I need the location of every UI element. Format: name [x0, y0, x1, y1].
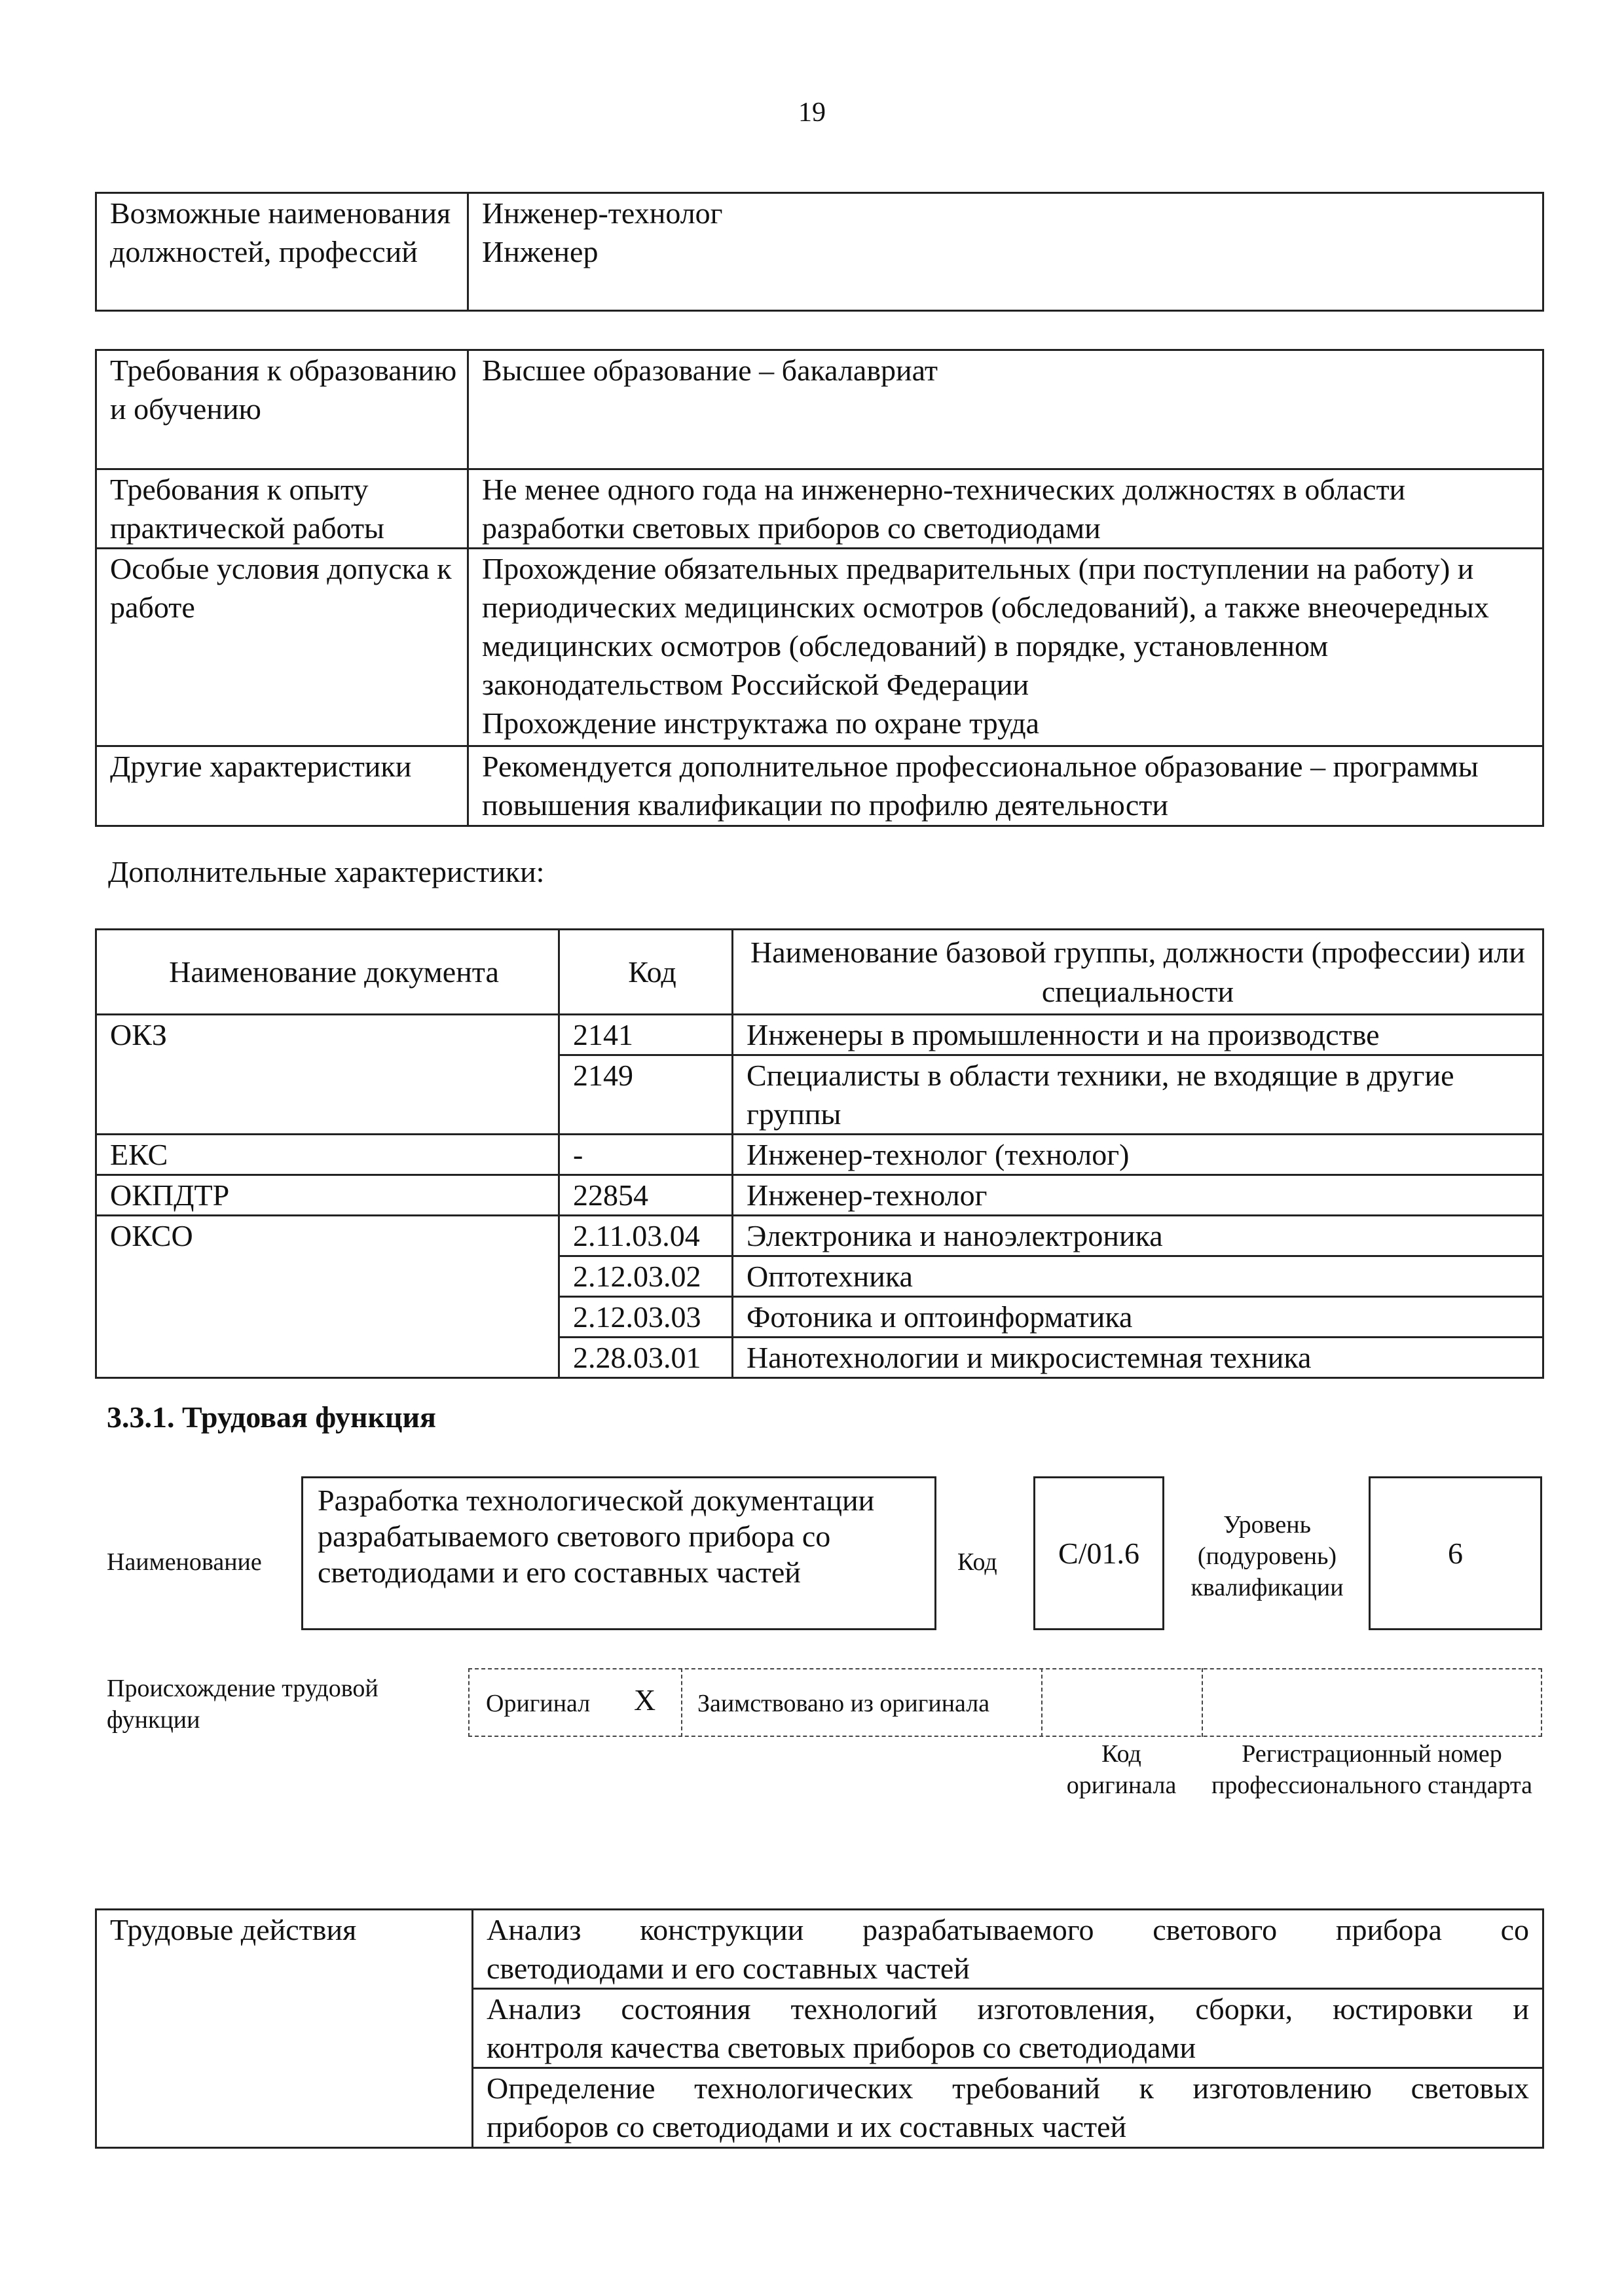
actions-label: Трудовые действия	[96, 1910, 473, 2148]
extra-characteristics-title: Дополнительные характеристики:	[108, 855, 545, 888]
origin-divider	[681, 1668, 682, 1737]
action-line: светодиодами и его составных частей	[487, 1952, 970, 1985]
header-group-name: Наименование базовой группы, должности (профессии) или специальности	[733, 930, 1543, 1015]
function-code-value: С/01.6	[1058, 1537, 1139, 1570]
name-cell: Инженер-технолог (технолог)	[733, 1135, 1543, 1175]
table-row	[96, 549, 1543, 746]
action-line: Определение технологических требований к изготовлению световых	[487, 2071, 1529, 2105]
action-item	[473, 1910, 1543, 1989]
function-code-box	[1033, 1476, 1164, 1630]
table-row	[96, 1135, 1543, 1175]
function-name-value: Разработка технологической документации разрабатываемого светового прибора со светодиодами и его составных частей	[318, 1484, 875, 1589]
origin-divider	[1041, 1668, 1043, 1737]
table-row	[96, 1175, 1543, 1216]
header-code: Код	[559, 930, 733, 1015]
requirement-paragraph: Прохождение инструктажа по охране труда	[482, 706, 1040, 740]
requirement-value: Не менее одного года на инженерно-технических должностях в области разработки световых приборов со светодиодами	[468, 469, 1543, 549]
page-number: 19	[798, 98, 826, 128]
code-cell: 2149	[559, 1055, 733, 1135]
table-row	[96, 193, 1543, 311]
table-row	[96, 1216, 1543, 1256]
positions-values	[468, 193, 1543, 311]
name-cell: Нанотехнологии и микросистемная техника	[733, 1338, 1543, 1378]
origin-label: Происхождение трудовой функции	[107, 1675, 378, 1734]
name-cell: Фотоника и оптоинформатика	[733, 1297, 1543, 1338]
function-name-label: Наименование	[107, 1548, 262, 1576]
codes-table	[95, 928, 1544, 1379]
level-value: 6	[1448, 1537, 1463, 1570]
positions-label: Возможные наименования должностей, профессий	[96, 193, 468, 311]
code-original-caption: Код оригинала	[1066, 1740, 1177, 1799]
requirement-label: Другие характеристики	[96, 746, 468, 826]
table-row	[96, 350, 1543, 469]
action-line: контроля качества световых приборов со светодиодами	[487, 2031, 1196, 2064]
table-header-row	[96, 930, 1543, 1015]
table-row	[96, 746, 1543, 826]
requirement-label: Требования к образованию и обучению	[96, 350, 468, 469]
original-label: Оригинал	[486, 1690, 591, 1717]
original-mark: Х	[634, 1683, 656, 1717]
action-line: Анализ состояния технологий изготовления, сборки, юстировки и	[487, 1992, 1529, 2026]
actions-table	[95, 1908, 1544, 2149]
action-item	[473, 2068, 1543, 2148]
code-cell: 2.11.03.04	[559, 1216, 733, 1256]
code-cell: 2.12.03.03	[559, 1297, 733, 1338]
action-item	[473, 1989, 1543, 2068]
code-cell: 2.28.03.01	[559, 1338, 733, 1378]
code-cell: 22854	[559, 1175, 733, 1216]
doc-cell: ЕКС	[96, 1135, 559, 1175]
origin-divider	[1202, 1668, 1203, 1737]
function-code-label: Код	[957, 1548, 997, 1576]
action-line: Анализ конструкции разрабатываемого светового прибора со	[487, 1913, 1529, 1946]
table-row	[96, 1015, 1543, 1055]
doc-cell: ОКПДТР	[96, 1175, 559, 1216]
name-cell: Электроника и наноэлектроника	[733, 1216, 1543, 1256]
function-name-box	[301, 1476, 936, 1630]
requirement-label: Требования к опыту практической работы	[96, 469, 468, 549]
code-cell: 2.12.03.02	[559, 1256, 733, 1297]
table-row	[96, 1910, 1543, 1989]
requirements-table	[95, 349, 1544, 827]
level-label: Уровень (подуровень) квалификации	[1190, 1511, 1344, 1601]
requirement-value	[468, 549, 1543, 746]
requirement-value: Рекомендуется дополнительное профессиональное образование – программы повышения квалификации по профилю деятельности	[468, 746, 1543, 826]
name-cell: Инженеры в промышленности и на производстве	[733, 1015, 1543, 1055]
requirement-label: Особые условия допуска к работе	[96, 549, 468, 746]
position-value: Инженер	[482, 235, 599, 268]
doc-cell: ОКЗ	[96, 1015, 559, 1135]
code-cell: 2141	[559, 1015, 733, 1055]
action-line: приборов со светодиодами и их составных частей	[487, 2110, 1127, 2143]
name-cell: Инженер-технолог	[733, 1175, 1543, 1216]
code-cell: -	[559, 1135, 733, 1175]
name-cell: Оптотехника	[733, 1256, 1543, 1297]
origin-box	[468, 1668, 1542, 1737]
requirement-value: Высшее образование – бакалавриат	[468, 350, 1543, 469]
level-box	[1369, 1476, 1542, 1630]
section-title: 3.3.1. Трудовая функция	[107, 1400, 436, 1434]
table-row	[96, 469, 1543, 549]
positions-table	[95, 192, 1544, 312]
reg-number-caption: Регистрационный номер профессионального стандарта	[1211, 1740, 1532, 1799]
name-cell: Специалисты в области техники, не входящие в другие группы	[733, 1055, 1543, 1135]
header-document: Наименование документа	[96, 930, 559, 1015]
doc-cell: ОКСО	[96, 1216, 559, 1378]
position-value: Инженер-технолог	[482, 196, 723, 230]
requirement-paragraph: Прохождение обязательных предварительных (при поступлении на работу) и периодических медицинских осмотров (обследований), а также внеочередных медицинских осмотров (обследований) в порядке, установленном законодательством Российской Федерации	[482, 552, 1489, 701]
borrowed-label: Заимствовано из оригинала	[697, 1690, 990, 1717]
